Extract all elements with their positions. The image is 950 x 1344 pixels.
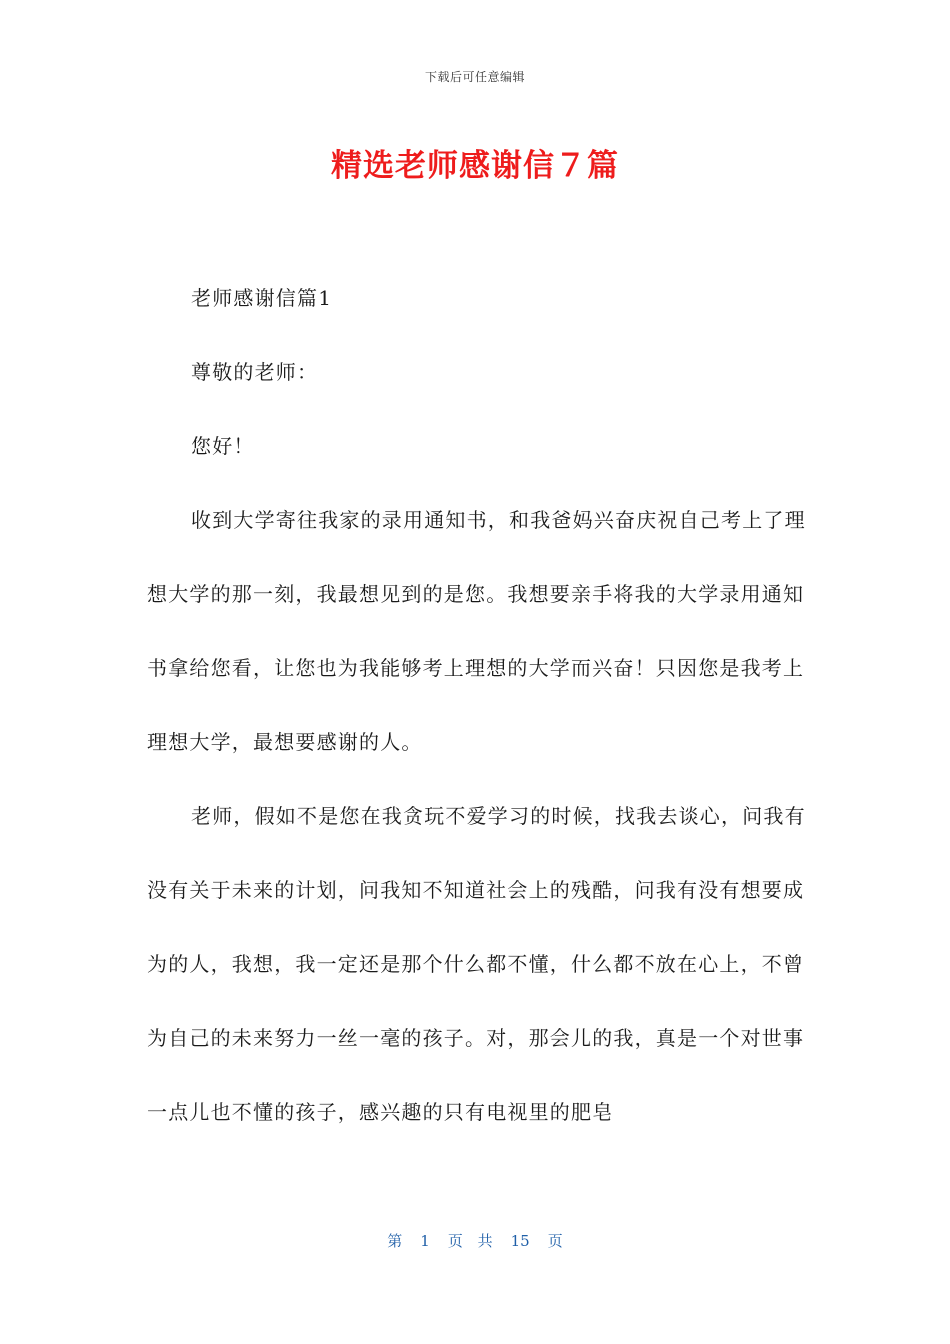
document-title: 精选老师感谢信７篇 [331, 148, 619, 184]
salutation: 尊敬的老师： [191, 360, 319, 384]
page-footer [0, 1230, 950, 1251]
body-paragraph: 收到大学寄往我家的录用通知书，和我爸妈兴奋庆祝自己考上了理想大学的那一刻，我最想见到的是您。我想要亲手将我的大学录用通知书拿给您看，让您也为我能够考上理想的大学而兴奋！只因您是我考上理想大学，最想要感谢的人。 [147, 508, 806, 754]
greeting: 您好！ [191, 434, 255, 458]
header-note: 下载后可任意编辑 [424, 70, 525, 84]
page-label-middle: 页 共 [447, 1232, 493, 1250]
current-page-number: 1 [420, 1232, 430, 1250]
document-body [147, 280, 807, 1149]
page-label-suffix: 页 [547, 1232, 563, 1250]
total-pages-number: 15 [510, 1232, 530, 1250]
body-paragraph: 老师，假如不是您在我贪玩不爱学习的时候，找我去谈心，问我有没有关于未来的计划，问我知不知道社会上的残酷，问我有没有想要成为的人，我想，我一定还是那个什么都不懂，什么都不放在心上，不曾为自己的未来努力一丝一毫的孩子。对，那会儿的我，真是一个对世事一点儿也不懂的孩子，感兴趣的只有电视里的肥皂 [147, 804, 806, 1124]
page-label-prefix: 第 [387, 1232, 403, 1250]
section-heading: 老师感谢信篇1 [191, 286, 333, 310]
